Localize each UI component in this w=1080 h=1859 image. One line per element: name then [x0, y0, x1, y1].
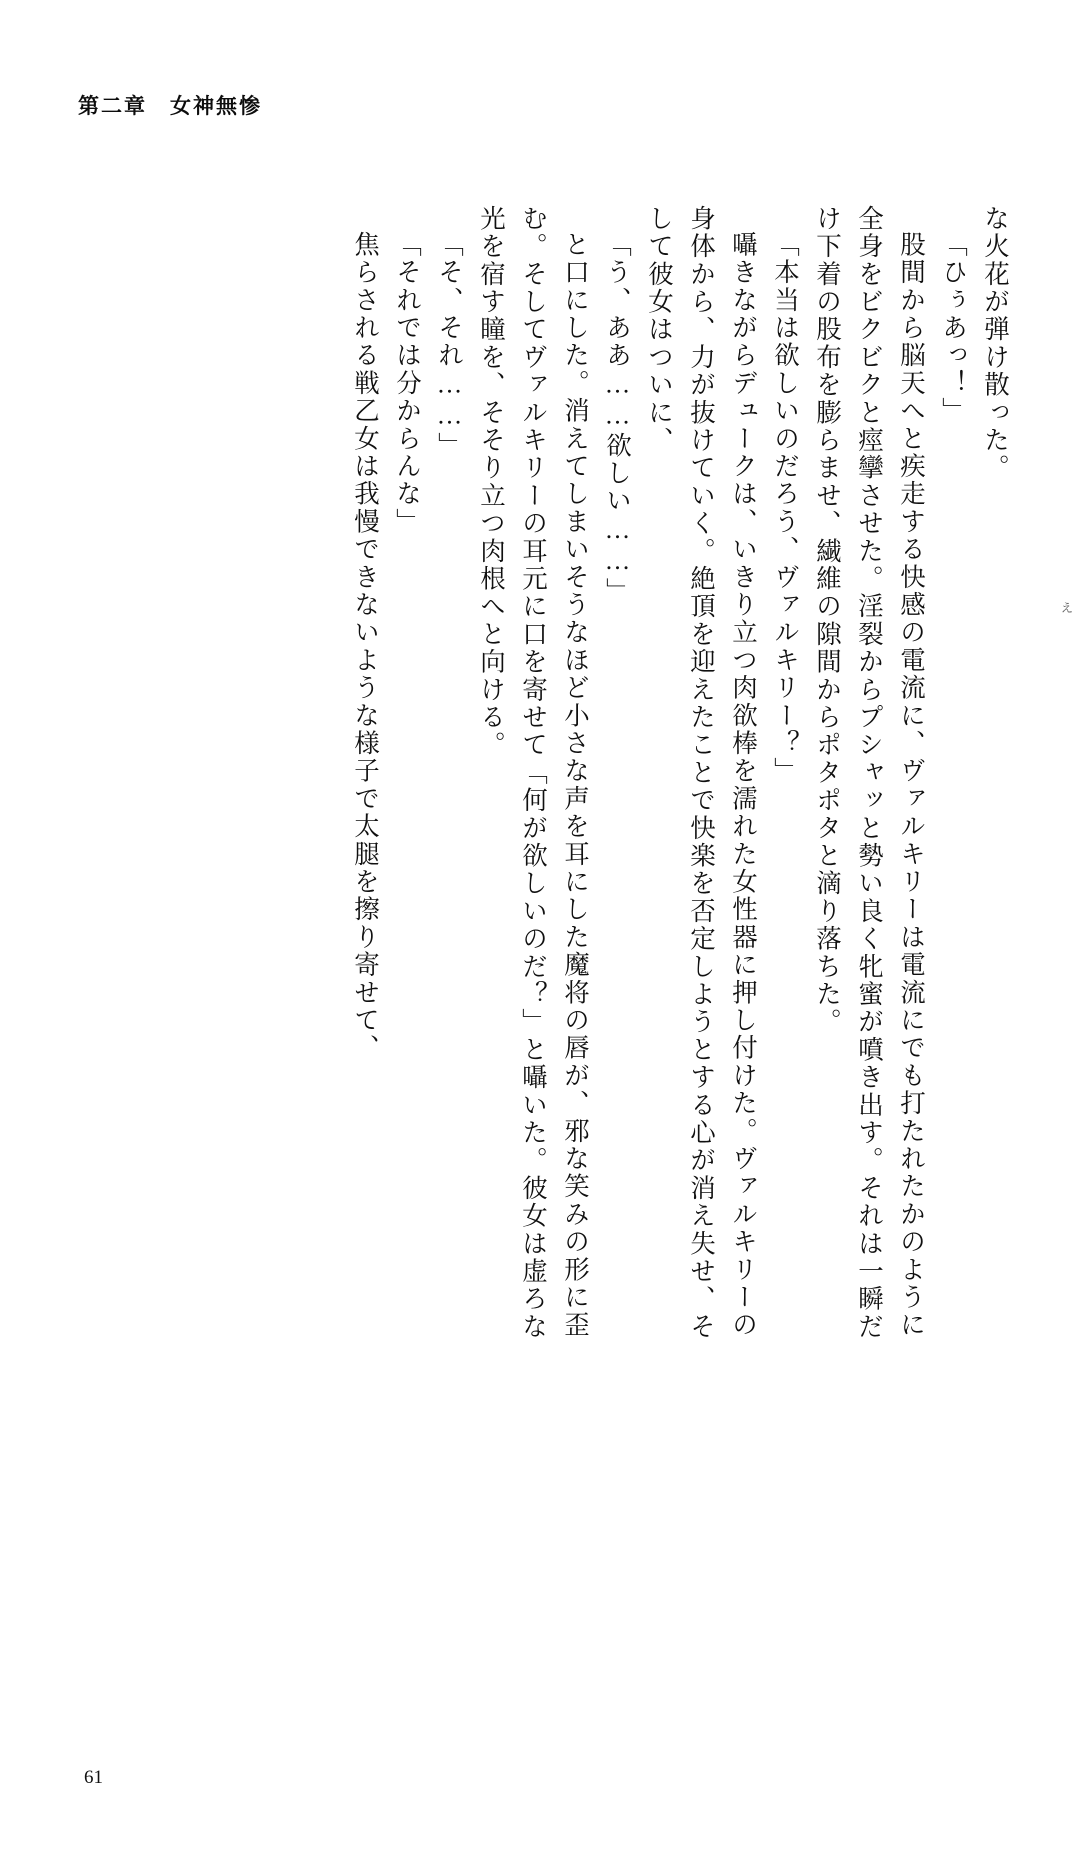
text-column: 「ひぅあっ！」: [939, 231, 968, 425]
text-column: 囁きながらデュークは、いきり立つ肉欲棒を濡れた女性器に押し付けた。ヴァルキリーの: [729, 231, 758, 1339]
text-column: 全身をビクビクと痙攣させた。淫裂からプシャッと勢い良く牝蜜が噴き出す。それは一瞬だ: [855, 205, 884, 1341]
body-text-area: [78, 205, 1008, 1525]
text-column: 「それでは分からんな」: [393, 231, 422, 536]
text-column: して彼女はついに、: [645, 205, 674, 455]
page-number: 61: [84, 1767, 103, 1788]
text-column: 「本当は欲しいのだろう、ヴァルキリー？」: [771, 231, 800, 785]
text-column: む。そしてヴァルキリーの耳元に口を寄せて「何が欲しいのだ？」と囁いた。彼女は虚ろな: [519, 205, 548, 1341]
text-column: 焦らされる戦乙女は我慢できないような様子で太腿を擦り寄せて、: [351, 231, 380, 1062]
text-column: 光を宿す瞳を、そそり立つ肉根へと向ける。: [477, 205, 506, 759]
text-column: 「そ、それ……」: [435, 231, 464, 460]
edge-margin-mark: ぇ: [1054, 600, 1071, 616]
text-column: 股間から脳天へと疾走する快感の電流に、ヴァルキリーは電流にでも打たれたかのように: [897, 231, 926, 1339]
text-column: と口にした。消えてしまいそうなほど小さな声を耳にした魔将の唇が、邪な笑みの形に歪: [561, 231, 590, 1339]
chapter-header: 第二章 女神無惨: [78, 94, 262, 118]
text-column: 「う、ああ……欲しい……」: [603, 231, 632, 606]
text-column: 身体から、力が抜けていく。絶頂を迎えたことで快楽を否定しようとする心が消え失せ、そ: [687, 205, 716, 1341]
text-column: け下着の股布を膨らませ、繊維の隙間からポタポタと滴り落ちた。: [813, 205, 842, 1036]
text-column: な火花が弾け散った。: [981, 205, 1010, 482]
